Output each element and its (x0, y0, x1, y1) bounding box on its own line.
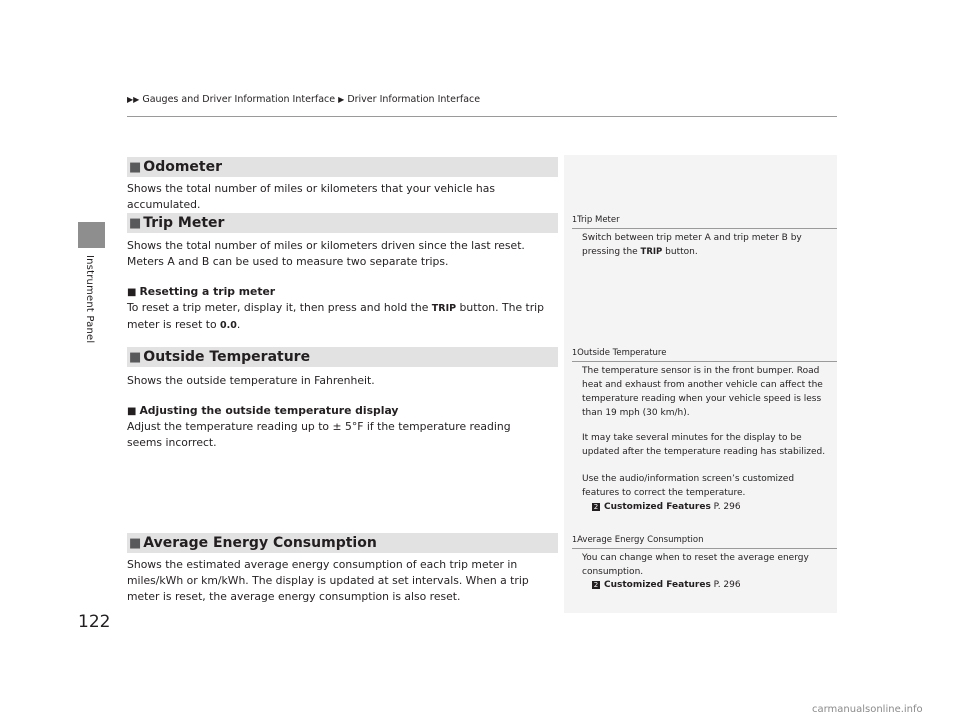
section-title-outside-temperature: Outside Temperature (143, 349, 311, 365)
section-header-odometer (127, 157, 558, 177)
note-body-average-energy: You can change when to reset the average energy consumption. (582, 553, 809, 577)
note-divider (572, 361, 837, 362)
section-title-trip-meter: Trip Meter (143, 215, 225, 231)
text-segment: Switch between trip meter A and trip meter B by pressing the (582, 233, 802, 257)
subheading-adjusting-temperature (127, 404, 398, 417)
trip-button-label: TRIP (640, 247, 663, 257)
reference-page: P. 296 (710, 580, 741, 590)
breadcrumb-part-2[interactable]: Driver Information Interface (347, 94, 481, 105)
section-marker-icon: ■ (129, 160, 142, 175)
subsection-marker-icon: ■ (127, 406, 137, 417)
note-divider (572, 228, 837, 229)
section-header-average-energy (127, 533, 558, 553)
note-body-outside-temperature-1: The temperature sensor is in the front bumper. Road heat and exhaust from another vehicle can affect the temperature reading when your vehicle speed is less than 19 mph (30 km/h). (582, 366, 823, 418)
text-segment: . (236, 318, 241, 331)
text-segment: To reset a trip meter, display it, then press and hold the (127, 301, 432, 314)
section-title-average-energy: Average Energy Consumption (143, 535, 377, 551)
note-title-average-energy (572, 535, 703, 545)
subheading-text: Adjusting the outside temperature display (139, 404, 399, 417)
reference-arrow-icon: 2 (593, 502, 599, 511)
breadcrumb-separator-icon: ▶ (338, 95, 345, 104)
breadcrumb-arrow-icon: ▶▶ (127, 95, 140, 104)
subheading-resetting-trip-meter (127, 285, 275, 298)
resetting-trip-meter-body (127, 300, 559, 334)
chapter-tab-marker (78, 222, 105, 248)
subsection-marker-icon: ■ (127, 287, 137, 298)
watermark: carmanualsonline.info (812, 704, 923, 715)
section-marker-icon: ■ (129, 536, 142, 551)
adjusting-temperature-body: Adjust the temperature reading up to ± 5°F if the temperature reading seems incorrect. (127, 420, 511, 449)
cross-reference-customized-features[interactable] (582, 578, 832, 592)
section-header-trip-meter (127, 213, 558, 233)
trip-button-label: TRIP (431, 303, 457, 314)
note-title-text: Trip Meter (577, 215, 620, 225)
note-title-text: Average Energy Consumption (577, 535, 704, 545)
trip-meter-body: Shows the total number of miles or kilometers driven since the last reset. Meters A and B can be used to measure two separate trips. (127, 239, 525, 268)
note-title-trip-meter (572, 215, 620, 225)
section-header-outside-temperature (127, 347, 558, 367)
odometer-body: Shows the total number of miles or kilometers that your vehicle has accumulated. (127, 182, 495, 211)
section-marker-icon: ■ (129, 350, 142, 365)
outside-temperature-body: Shows the outside temperature in Fahrenheit. (127, 374, 375, 387)
page-number: 122 (78, 612, 111, 632)
header-divider (127, 116, 837, 117)
breadcrumb-part-1[interactable]: Gauges and Driver Information Interface (142, 94, 336, 105)
text-segment: button. The trip meter is reset to (127, 301, 545, 331)
reference-page: P. 296 (710, 502, 741, 512)
average-energy-body: Shows the estimated average energy consumption of each trip meter in miles/kWh or km/kWh. The display is updated at set intervals. When a trip meter is reset, the average energy consumption is also reset. (127, 558, 529, 603)
reset-value: 0.0 (220, 320, 237, 331)
reference-arrow-icon: 2 (593, 580, 599, 589)
note-number: 1 (572, 348, 578, 357)
cross-reference-customized-features[interactable] (582, 500, 832, 514)
reference-label[interactable]: Customized Features (604, 502, 711, 512)
note-title-outside-temperature (572, 348, 666, 358)
chapter-side-label: Instrument Panel (84, 255, 95, 344)
note-number: 1 (572, 215, 578, 224)
note-body-outside-temperature-2: It may take several minutes for the display to be updated after the temperature reading has stabilized. (582, 433, 826, 457)
note-divider (572, 548, 837, 549)
note-title-text: Outside Temperature (577, 348, 667, 358)
text-segment: button. (662, 247, 698, 257)
subheading-text: Resetting a trip meter (139, 285, 276, 298)
note-number: 1 (572, 535, 578, 544)
section-marker-icon: ■ (129, 216, 142, 231)
note-body-outside-temperature-3: Use the audio/information screen’s customized features to correct the temperature. (582, 474, 795, 498)
section-title-odometer: Odometer (143, 159, 223, 175)
breadcrumb (127, 94, 480, 105)
note-body-trip-meter (582, 231, 832, 259)
reference-label[interactable]: Customized Features (604, 580, 711, 590)
